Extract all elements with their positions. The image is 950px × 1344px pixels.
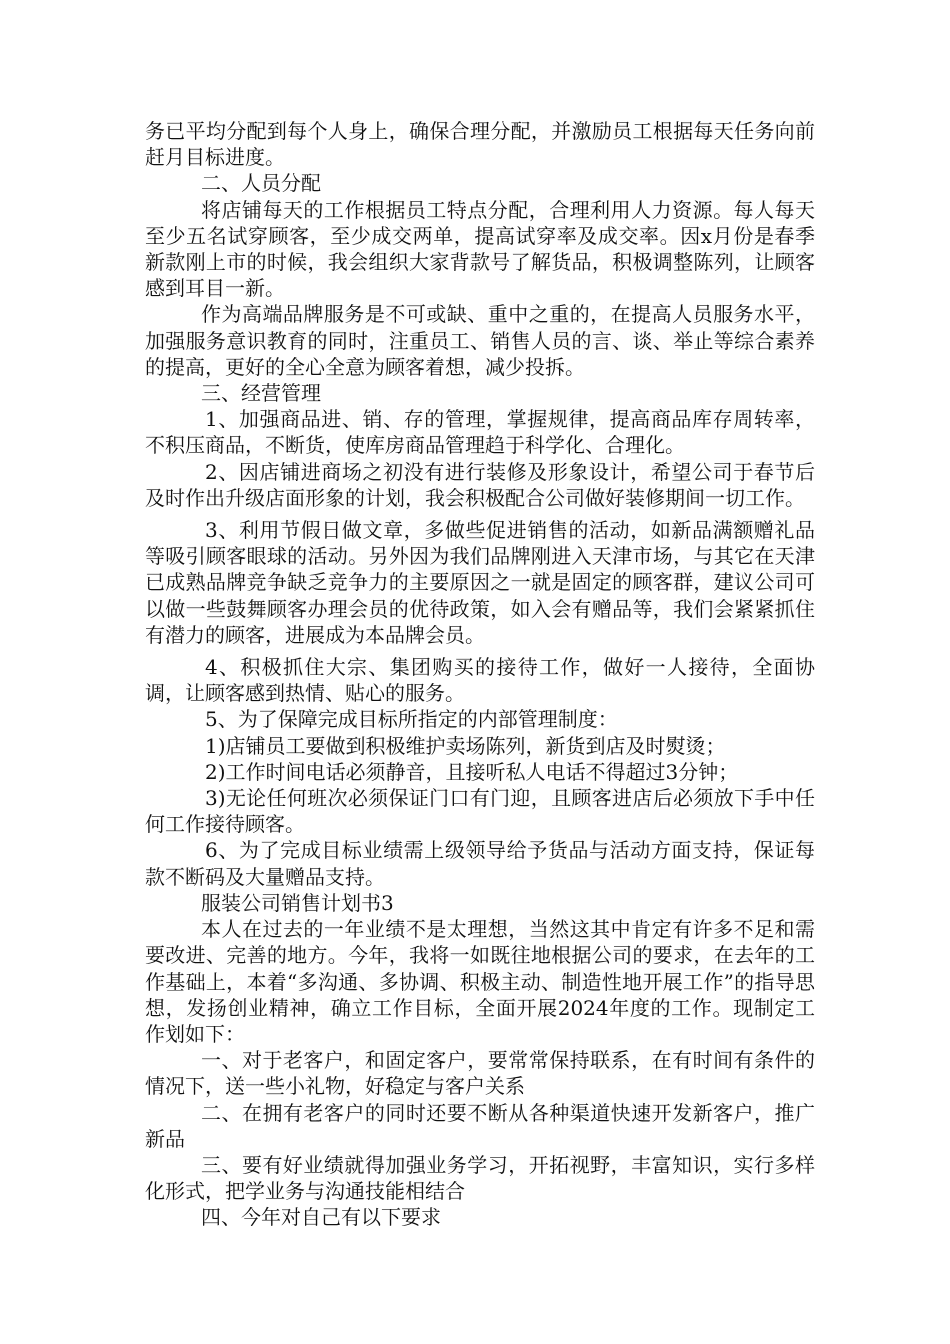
- list-item-inventory: 1、加强商品进、销、存的管理，掌握规律，提高商品库存周转率，不积压商品，不断货，使库房商品管理趋于科学化、合理化。: [145, 407, 815, 458]
- sub-item-phone: 2)工作时间电话必须静音，且接听私人电话不得超过3分钟；: [205, 759, 739, 784]
- list-item-self-requirements: 四、今年对自己有以下要求: [201, 1205, 441, 1230]
- paragraph-service-quality: 作为高端品牌服务是不可或缺、重中之重的，在提高人员服务水平，加强服务意识教育的同时，注重员工、销售人员的言、谈、举止等综合素养的提高，更好的全心全意为顾客着想，减少投拆。: [145, 302, 815, 379]
- paragraph-plan-intro: 本人在过去的一年业绩不是太理想，当然这其中肯定有许多不足和需要改进、完善的地方。今年，我将一如既往地根据公司的要求，在去年的工作基础上，本着“多沟通、多协调、积极主动、制造性地开展工作”的指导思想，发扬创业精神，确立工作目标，全面开展2024年度的工作。现制定工作划如下：: [145, 917, 815, 1046]
- section-title-plan-3: 服装公司销售计划书3: [201, 890, 394, 915]
- heading-staff-allocation: 二、人员分配: [201, 171, 321, 196]
- list-item-old-customers: 一、对于老客户，和固定客户，要常常保持联系，在有时间有条件的情况下，送一些小礼物，好稳定与客户关系: [145, 1048, 815, 1099]
- list-item-new-customers: 二、在拥有老客户的同时还要不断从各种渠道快速开发新客户，推广新品: [145, 1100, 815, 1151]
- sub-item-display: 1)店铺员工要做到积极维护卖场陈列，新货到店及时熨烫；: [205, 733, 726, 758]
- document-body: [145, 118, 815, 1231]
- list-item-learning: 三、要有好业绩就得加强业务学习，开拓视野，丰富知识，实行多样化形式，把学业务与沟通技能相结合: [145, 1152, 815, 1204]
- paragraph-staff-allocation: 将店铺每天的工作根据员工特点分配，合理利用人力资源。每人每天至少五名试穿顾客，至少成交两单，提高试穿率及成交率。因x月份是春季新款刚上市的时候，我会组织大家背款号了解货品，积极调整陈列，让顾客感到耳目一新。: [145, 197, 815, 301]
- sub-item-greeter: 3)无论任何班次必须保证门口有门迎，且顾客进店后必须放下手中任何工作接待顾客。: [145, 786, 815, 837]
- paragraph-task-allocation: 务已平均分配到每个人身上，确保合理分配，并激励员工根据每天任务向前赶月目标进度。: [145, 119, 815, 170]
- list-item-holiday-promotions: 3、利用节假日做文章，多做些促进销售的活动，如新品满额赠礼品等吸引顾客眼球的活动。另外因为我们品牌刚进入天津市场，与其它在天津已成熟品牌竞争缺乏竞争力的主要原因之一就是固定的顾客群，建议公司可以做一些鼓舞顾客办理会员的优待政策，如入会有赠品等，我们会紧紧抓住有潜力的顾客，进展成为本品牌会员。: [145, 518, 815, 647]
- list-item-store-image: 2、因店铺进商场之初没有进行装修及形象设计，希望公司于春节后及时作出升级店面形象的计划，我会积极配合公司做好装修期间一切工作。: [145, 459, 815, 510]
- list-item-internal-rules: 5、为了保障完成目标所指定的内部管理制度：: [205, 707, 618, 732]
- heading-operations-management: 三、经营管理: [201, 381, 321, 406]
- list-item-group-purchases: 4、积极抓住大宗、集团购买的接待工作，做好一人接待，全面协调，让顾客感到热情、贴心的服务。: [145, 655, 815, 706]
- list-item-support: 6、为了完成目标业绩需上级领导给予货品与活动方面支持，保证每款不断码及大量赠品支持。: [145, 838, 815, 889]
